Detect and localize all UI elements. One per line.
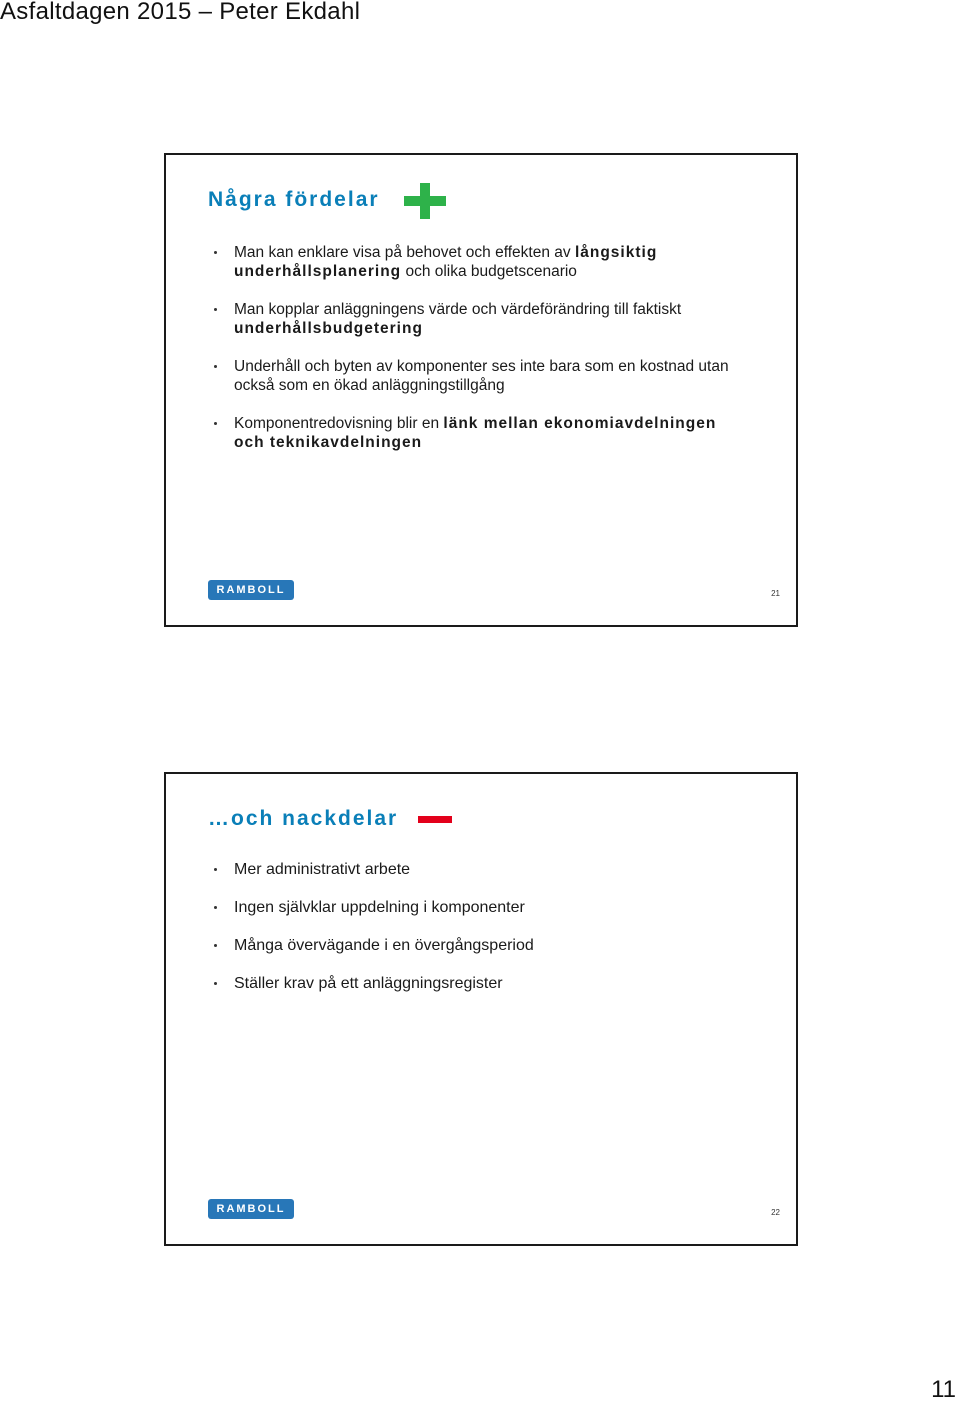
bullet-text: Ställer krav på ett anläggningsregister [234,975,503,992]
list-item [208,860,748,879]
list-item [208,300,748,338]
document-header: Asfaltdagen 2015 – Peter Ekdahl [0,0,361,25]
slide-title: …och nackdelar [208,807,399,830]
list-item [208,974,748,993]
bullet-text: Underhåll och byten av komponenter ses inte bara som en kostnad utan också som en ökad anläggningstillgång [234,358,729,394]
list-item [208,936,748,955]
bullet-text: Man kopplar anläggningens värde och värdeförändring till faktiskt [234,301,682,318]
bullet-icon [214,251,217,254]
bullet-icon [214,906,217,909]
plus-icon [404,183,446,219]
bullet-text: Många övervägande i en övergångsperiod [234,937,534,954]
list-item [208,357,748,395]
minus-icon [418,816,452,823]
bullet-text: Ingen självklar uppdelning i komponenter [234,899,525,916]
bullet-emphasis: långsiktig underhållsplanering [234,244,658,280]
slide-nackdelar [164,772,798,1246]
list-item [208,414,748,452]
slide-title: Några fördelar [208,188,380,211]
bullet-list [208,860,748,1012]
bullet-text: och olika budgetscenario [401,263,577,280]
bullet-icon [214,422,217,425]
bullet-text: Komponentredovisning blir en [234,415,444,432]
list-item [208,243,748,281]
slide-page-number: 22 [771,1208,780,1217]
slide-fordelar [164,153,798,627]
ramboll-logo: RAMBOLL [208,1199,294,1219]
bullet-icon [214,308,217,311]
bullet-list [208,243,748,471]
slide-page-number: 21 [771,589,780,598]
bullet-emphasis: underhållsbudgetering [234,320,423,337]
bullet-icon [214,944,217,947]
bullet-icon [214,365,217,368]
bullet-icon [214,868,217,871]
page-number: 11 [931,1376,956,1403]
bullet-text: Man kan enklare visa på behovet och effekten av [234,244,575,261]
bullet-text: Mer administrativt arbete [234,861,411,878]
list-item [208,898,748,917]
bullet-emphasis: länk mellan ekonomiavdelningen och teknikavdelningen [234,415,717,451]
ramboll-logo: RAMBOLL [208,580,294,600]
bullet-icon [214,982,217,985]
